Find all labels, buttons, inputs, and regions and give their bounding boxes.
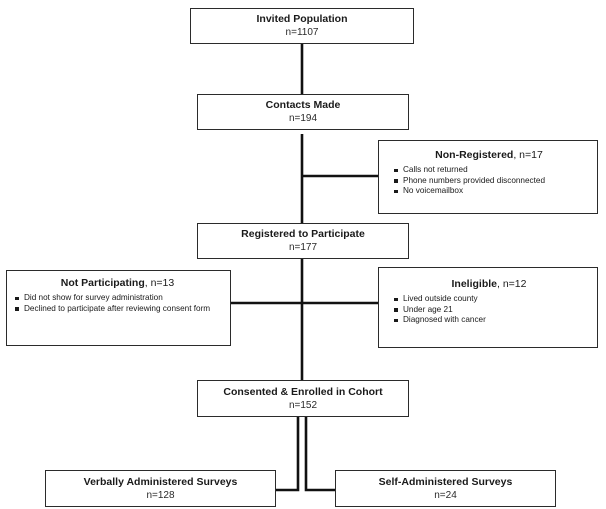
list-item: No voicemailbox xyxy=(403,186,591,197)
not-participating-box xyxy=(6,270,231,346)
invited-population-box xyxy=(190,8,414,44)
not-participating-header xyxy=(11,277,224,290)
ineligible-title: Ineligible xyxy=(451,278,497,290)
ineligible-count: , n=12 xyxy=(497,278,527,290)
ineligible-header xyxy=(387,278,591,291)
verbally-administered-title: Verbally Administered Surveys xyxy=(83,475,238,488)
list-item: Did not show for survey administration xyxy=(24,293,224,304)
self-administered-box xyxy=(335,470,556,507)
consented-enrolled-title: Consented & Enrolled in Cohort xyxy=(223,385,383,398)
contacts-made-title: Contacts Made xyxy=(265,99,341,111)
contacts-made-box xyxy=(197,94,409,130)
registered-count: n=177 xyxy=(288,242,318,253)
list-item: Phone numbers provided disconnected xyxy=(403,176,591,187)
list-item: Diagnosed with cancer xyxy=(403,315,591,326)
self-administered-title: Self-Administered Surveys xyxy=(378,475,513,488)
verbally-administered-count: n=128 xyxy=(146,489,175,501)
list-item: Lived outside county xyxy=(403,294,591,305)
not-participating-title: Not Participating xyxy=(60,277,145,289)
not-participating-count: , n=13 xyxy=(144,277,175,289)
ineligible-reasons xyxy=(387,294,591,326)
non-registered-reasons xyxy=(387,165,591,197)
list-item: Under age 21 xyxy=(403,305,591,316)
ineligible-box xyxy=(378,267,598,348)
contacts-made-count: n=194 xyxy=(288,113,318,124)
non-registered-title: Non-Registered xyxy=(435,149,514,161)
non-registered-header xyxy=(387,149,591,162)
consented-enrolled-count: n=152 xyxy=(288,399,318,411)
registered-title: Registered to Participate xyxy=(241,228,365,240)
invited-population-title: Invited Population xyxy=(256,13,348,25)
connector-consented-self xyxy=(306,416,335,490)
verbally-administered-box xyxy=(45,470,276,507)
list-item: Declined to participate after reviewing consent form xyxy=(24,304,224,315)
non-registered-box xyxy=(378,140,598,214)
registered-box xyxy=(197,223,409,259)
non-registered-count: , n=17 xyxy=(513,149,543,161)
not-participating-reasons xyxy=(11,293,224,314)
list-item: Calls not returned xyxy=(403,165,591,176)
invited-population-count: n=1107 xyxy=(285,27,319,38)
self-administered-count: n=24 xyxy=(434,489,457,501)
consented-enrolled-box xyxy=(197,380,409,417)
connector-consented-verbal xyxy=(276,416,298,490)
